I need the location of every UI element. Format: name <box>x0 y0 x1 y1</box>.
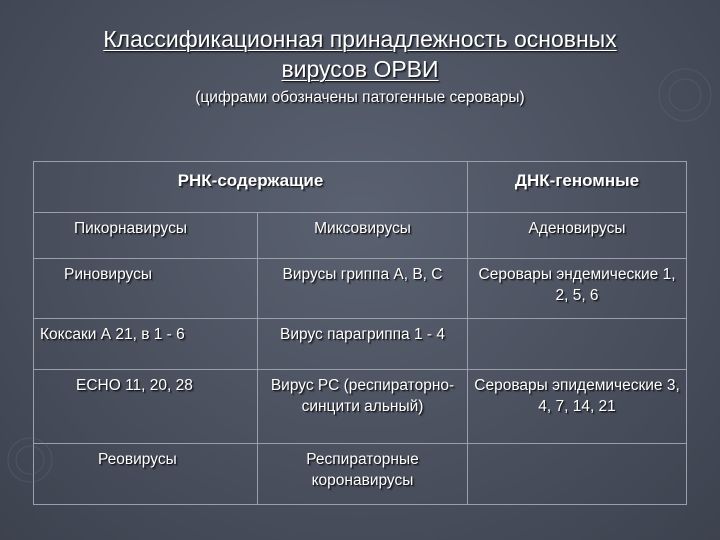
table-cell: Респираторные коронавирусы <box>258 444 468 505</box>
table-row <box>34 259 687 319</box>
table-cell: Реовирусы <box>34 444 258 505</box>
table-cell: Аденовирусы <box>468 213 687 259</box>
table-row <box>34 213 687 259</box>
table-cell: Пикорнавирусы <box>34 213 258 259</box>
classification-table <box>33 161 687 505</box>
slide-header <box>0 24 720 109</box>
header-dna: ДНК-геномные <box>468 162 687 213</box>
table-cell: Вирус РС (респираторно-синцити альный) <box>258 370 468 444</box>
table-row <box>34 319 687 370</box>
slide-title-line-2: вирусов ОРВИ <box>281 56 439 82</box>
table-cell: Вирусы гриппа А, В, С <box>258 259 468 319</box>
table-cell <box>468 319 687 370</box>
slide-title-line-1: Классификационная принадлежность основных <box>103 26 617 52</box>
table-row <box>34 370 687 444</box>
table-cell: Риновирусы <box>34 259 258 319</box>
table-cell: Серовары эндемические 1, 2, 5, 6 <box>468 259 687 319</box>
table-row <box>34 444 687 505</box>
table-cell: Коксаки А 21, в 1 - 6 <box>34 319 258 370</box>
table-cell: Вирус парагриппа 1 - 4 <box>258 319 468 370</box>
header-rna: РНК-содержащие <box>34 162 468 213</box>
table-header-row <box>34 162 687 213</box>
slide-subtitle: (цифрами обозначены патогенные серовары) <box>195 89 525 106</box>
table-cell <box>468 444 687 505</box>
table-cell: Миксовирусы <box>258 213 468 259</box>
table-cell: ЕСНО 11, 20, 28 <box>34 370 258 444</box>
table-cell: Серовары эпидемические 3, 4, 7, 14, 21 <box>468 370 687 444</box>
